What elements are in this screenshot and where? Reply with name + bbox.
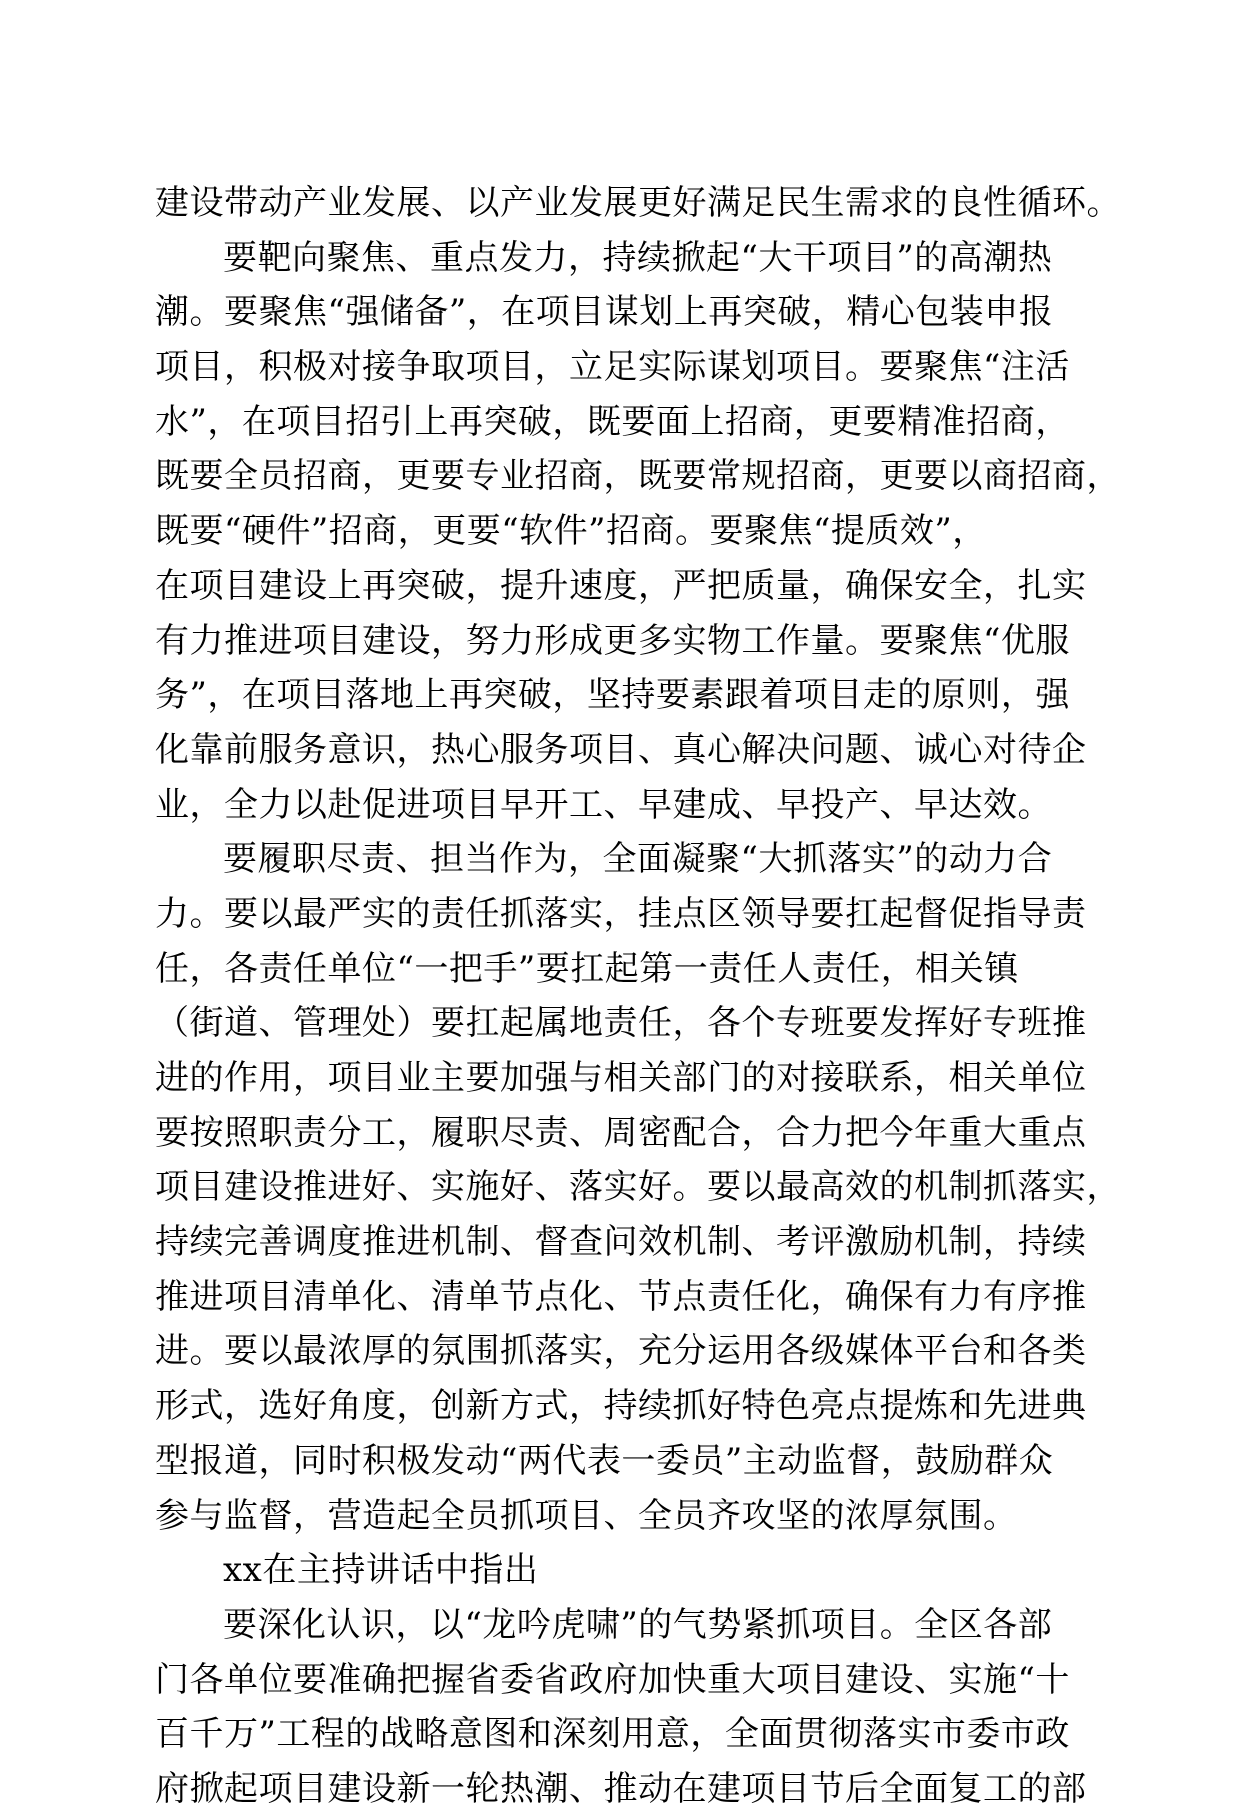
text-line: 持续完善调度推进机制、督查问效机制、考评激励机制，持续 <box>155 1222 1087 1263</box>
text-line: 有力推进项目建设，努力形成更多实物工作量。要聚焦“优服 <box>155 620 1070 661</box>
text-line: 推进项目清单化、清单节点化、节点责任化，确保有力有序推 <box>155 1276 1087 1317</box>
text-line: 力。要以最严实的责任抓落实，挂点区领导要扛起督促指导责 <box>155 893 1087 934</box>
text-line: 建设带动产业发展、以产业发展更好满足民生需求的良性循环。 <box>155 183 1121 223</box>
text-line: 参与监督，营造起全员抓项目、全员齐攻坚的浓厚氛围。 <box>155 1495 1018 1536</box>
text-line: 化靠前服务意识，热心服务项目、真心解决问题、诚心对待企 <box>155 729 1087 770</box>
text-line: 进。要以最浓厚的氛围抓落实，充分运用各级媒体平台和各类 <box>155 1331 1087 1372</box>
text-line: 潮。要聚焦“强储备”，在项目谋划上再突破，精心包装申报 <box>155 292 1054 333</box>
text-line: 要按照职责分工，履职尽责、周密配合，合力把今年重大重点 <box>155 1112 1087 1153</box>
text-line: 门各单位要准确把握省委省政府加快重大项目建设、实施“十 <box>155 1659 1070 1700</box>
text-line: 进的作用，项目业主要加强与相关部门的对接联系，相关单位 <box>155 1058 1087 1098</box>
text-line: （街道、管理处）要扛起属地责任，各个专班要发挥好专班推 <box>155 1003 1087 1044</box>
text-line: 既要“硬件”招商，更要“软件”招商。要聚焦“提质效”， <box>155 511 987 552</box>
text-line: 项目，积极对接争取项目，立足实际谋划项目。要聚焦“注活 <box>155 347 1070 388</box>
text-line: 务”，在项目落地上再突破，坚持要素跟着项目走的原则，强 <box>155 675 1070 716</box>
text-line: 要深化认识，以“龙吟虎啸”的气势紧抓项目。全区各部 <box>223 1604 1053 1645</box>
text-line: xx在主持讲话中指出 <box>223 1550 539 1591</box>
text-line: 形式，选好角度，创新方式，持续抓好特色亮点提炼和先进典 <box>155 1386 1087 1427</box>
document-page <box>155 176 1121 1817</box>
text-line: 百千万”工程的战略意图和深刻用意，全面贯彻落实市委市政 <box>155 1714 1070 1755</box>
text-line: 项目建设推进好、实施好、落实好。要以最高效的机制抓落实， <box>155 1167 1121 1208</box>
text-line: 府掀起项目建设新一轮热潮、推动在建项目节后全面复工的部 <box>155 1768 1087 1809</box>
text-line: 业，全力以赴促进项目早开工、早建成、早投产、早达效。 <box>155 784 1052 825</box>
text-line: 任，各责任单位“一把手”要扛起第一责任人责任，相关镇 <box>155 948 1019 989</box>
text-line: 要靶向聚焦、重点发力，持续掀起“大干项目”的高潮热 <box>223 237 1053 278</box>
text-line: 水”，在项目招引上再突破，既要面上招商，更要精准招商， <box>155 401 1070 442</box>
text-line: 型报道，同时积极发动“两代表一委员”主动监督，鼓励群众 <box>155 1440 1054 1481</box>
text-line: 要履职尽责、担当作为，全面凝聚“大抓落实”的动力合 <box>223 839 1053 880</box>
text-line: 既要全员招商，更要专业招商，既要常规招商，更要以商招商， <box>155 456 1121 497</box>
text-line: 在项目建设上再突破，提升速度，严把质量，确保安全，扎实 <box>155 565 1087 606</box>
